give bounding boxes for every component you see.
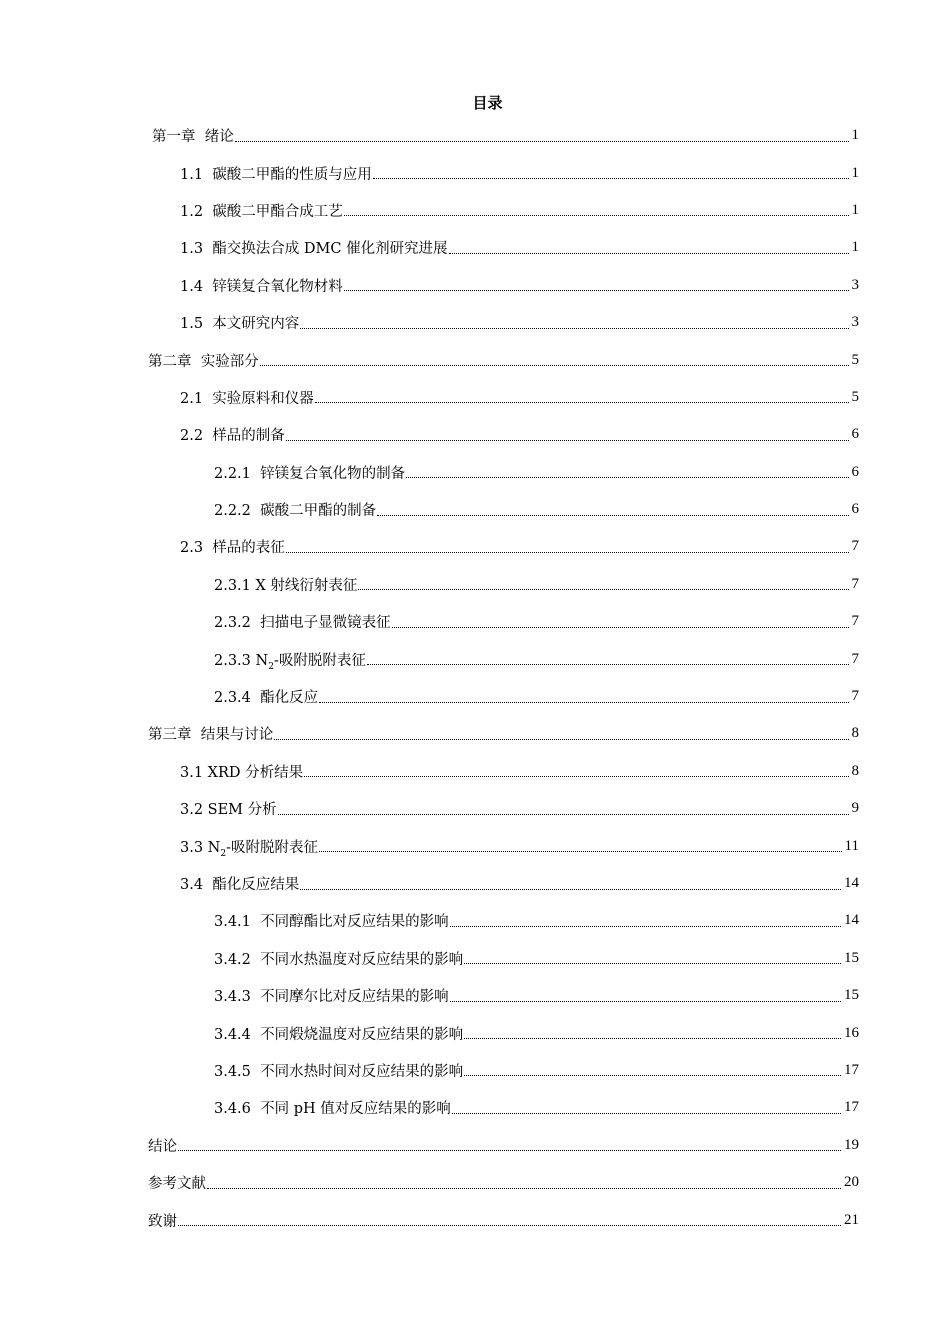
toc-entry[interactable] [0, 154, 950, 191]
dot-leader [286, 551, 849, 553]
toc-entry-page-number: 9 [851, 800, 859, 817]
dot-leader [450, 925, 841, 927]
toc-entry-label: 参考文献 [148, 1176, 206, 1193]
toc-entry[interactable] [0, 454, 950, 491]
toc-entry[interactable] [0, 1089, 950, 1126]
toc-entry-label: 第三章 结果与讨论 [148, 727, 274, 744]
toc-entry-page-number: 21 [844, 1211, 859, 1228]
toc-entry-label: 2.3.2 扫描电子显微镜表征 [214, 615, 391, 632]
toc-entry[interactable] [0, 678, 950, 715]
toc-entry-label: 3.3 $N_2-$吸附脱附表征 [180, 839, 318, 859]
toc-entry[interactable] [0, 304, 950, 341]
toc-entry-label: 2.3.3 $N_2-$吸附脱附表征 [214, 652, 366, 672]
toc-entry-page-number: 7 [851, 613, 859, 630]
dot-leader [449, 252, 849, 254]
dot-leader [274, 738, 848, 740]
dot-leader [278, 813, 849, 815]
toc-entry-label: 第二章 实验部分 [148, 353, 259, 370]
toc-entry-label: 1.3 酯交换法合成 DMC 催化剂研究进展 [180, 241, 448, 258]
toc-entry-page-number: 6 [851, 463, 859, 480]
toc-entry-page-number: 7 [851, 688, 859, 705]
toc-entry-page-number: 1 [851, 127, 859, 144]
table-of-contents [0, 117, 950, 1239]
toc-entry-label: 2.3.4 酯化反应 [214, 690, 319, 707]
toc-entry[interactable] [0, 603, 950, 640]
toc-entry-label: 3.4.4 不同煅烧温度对反应结果的影响 [214, 1026, 464, 1043]
dot-leader [300, 327, 848, 329]
dot-leader [344, 289, 849, 291]
dot-leader [373, 177, 849, 179]
toc-entry-page-number: 14 [844, 912, 859, 929]
dot-leader [367, 663, 849, 665]
toc-entry-label: 3.4.2 不同水热温度对反应结果的影响 [214, 951, 464, 968]
dot-leader [178, 1224, 841, 1226]
toc-entry-page-number: 5 [851, 388, 859, 405]
toc-entry-page-number: 6 [851, 426, 859, 443]
toc-entry-page-number: 1 [851, 201, 859, 218]
dot-leader [452, 1112, 841, 1114]
toc-entry[interactable] [0, 1052, 950, 1089]
toc-entry[interactable] [0, 416, 950, 453]
dot-leader [286, 439, 849, 441]
toc-entry[interactable] [0, 229, 950, 266]
dot-leader [319, 701, 848, 703]
toc-entry[interactable] [0, 940, 950, 977]
dot-leader [464, 962, 841, 964]
dot-leader [464, 1074, 841, 1076]
toc-entry[interactable] [0, 1201, 950, 1238]
toc-entry[interactable] [0, 1127, 950, 1164]
toc-entry-label: 2.2.2 碳酸二甲酯的制备 [214, 503, 377, 520]
toc-entry[interactable] [0, 267, 950, 304]
dot-leader [450, 1000, 841, 1002]
toc-entry-page-number: 15 [844, 949, 859, 966]
toc-entry-label: 1.5 本文研究内容 [180, 316, 300, 333]
toc-entry-label: 第一章 绪论 [152, 129, 234, 146]
toc-entry[interactable] [0, 192, 950, 229]
toc-entry-page-number: 3 [851, 314, 859, 331]
toc-entry[interactable] [0, 528, 950, 565]
toc-entry-label: 3.4.3 不同摩尔比对反应结果的影响 [214, 989, 449, 1006]
dot-leader [178, 1149, 841, 1151]
toc-entry[interactable] [0, 117, 950, 154]
toc-entry-label: 3.4.1 不同醇酯比对反应结果的影响 [214, 914, 449, 931]
toc-entry-page-number: 1 [851, 164, 859, 181]
toc-entry-page-number: 8 [851, 725, 859, 742]
toc-entry[interactable] [0, 640, 950, 677]
toc-entry-label: 1.2 碳酸二甲酯合成工艺 [180, 203, 343, 220]
dot-leader [319, 850, 842, 852]
toc-entry-label: 3.4 酯化反应结果 [180, 877, 300, 893]
toc-entry-label: 3.4.5 不同水热时间对反应结果的影响 [214, 1063, 464, 1080]
toc-entry-page-number: 1 [851, 239, 859, 256]
toc-entry[interactable] [0, 827, 950, 864]
toc-entry-label: 结论 [148, 1138, 177, 1155]
dot-leader [358, 588, 848, 590]
toc-entry-label: 3.2 SEM 分析 [180, 802, 277, 819]
toc-entry-page-number: 6 [851, 501, 859, 518]
toc-entry-page-number: 17 [844, 1061, 859, 1078]
dot-leader [406, 476, 848, 478]
toc-entry-page-number: 3 [851, 276, 859, 293]
toc-entry[interactable] [0, 715, 950, 752]
toc-entry-page-number: 17 [844, 1099, 859, 1116]
toc-entry[interactable] [0, 1014, 950, 1051]
toc-entry-label: 致谢 [148, 1213, 177, 1230]
toc-entry-page-number: 7 [851, 538, 859, 555]
page-title: 目录 [472, 94, 503, 112]
toc-entry-page-number: 19 [844, 1136, 859, 1153]
dot-leader [235, 140, 849, 142]
toc-entry[interactable] [0, 379, 950, 416]
toc-entry[interactable] [0, 491, 950, 528]
dot-leader [304, 775, 848, 777]
toc-entry-label: 2.3 样品的表征 [180, 540, 285, 557]
dot-leader [392, 626, 849, 628]
dot-leader [300, 888, 841, 890]
toc-entry[interactable] [0, 977, 950, 1014]
toc-entry-page-number: 15 [844, 987, 859, 1004]
toc-entry[interactable] [0, 753, 950, 790]
toc-entry-page-number: 14 [844, 875, 859, 891]
dot-leader [344, 214, 849, 216]
toc-entry[interactable] [0, 341, 950, 378]
dot-leader [315, 401, 849, 403]
toc-entry[interactable] [0, 790, 950, 827]
toc-entry-label: 1.4 锌镁复合氧化物材料 [180, 278, 343, 295]
dot-leader [377, 514, 848, 516]
toc-entry-label: 2.3.1 X 射线衍射表征 [214, 577, 358, 594]
toc-entry-page-number: 7 [851, 575, 859, 592]
toc-entry-page-number: 11 [844, 837, 859, 854]
toc-entry-page-number: 20 [844, 1174, 859, 1191]
toc-entry[interactable] [0, 865, 950, 902]
dot-leader [464, 1037, 841, 1039]
toc-entry-page-number: 8 [851, 762, 859, 779]
toc-entry-page-number: 7 [851, 650, 859, 667]
toc-entry-page-number: 5 [851, 351, 859, 368]
dot-leader [260, 364, 849, 366]
toc-entry[interactable] [0, 566, 950, 603]
toc-entry-label: 1.1 碳酸二甲酯的性质与应用 [180, 166, 372, 183]
toc-entry-label: 3.1 XRD 分析结果 [180, 764, 304, 781]
dot-leader [207, 1187, 841, 1189]
toc-entry-label: 2.2.1 锌镁复合氧化物的制备 [214, 465, 406, 482]
toc-entry-label: 2.2 样品的制备 [180, 428, 285, 445]
toc-entry[interactable] [0, 1164, 950, 1201]
toc-entry-label: 3.4.6 不同 pH 值对反应结果的影响 [214, 1101, 451, 1118]
toc-entry-label: 2.1 实验原料和仪器 [180, 390, 314, 407]
toc-entry-page-number: 16 [844, 1024, 859, 1041]
toc-entry[interactable] [0, 902, 950, 939]
